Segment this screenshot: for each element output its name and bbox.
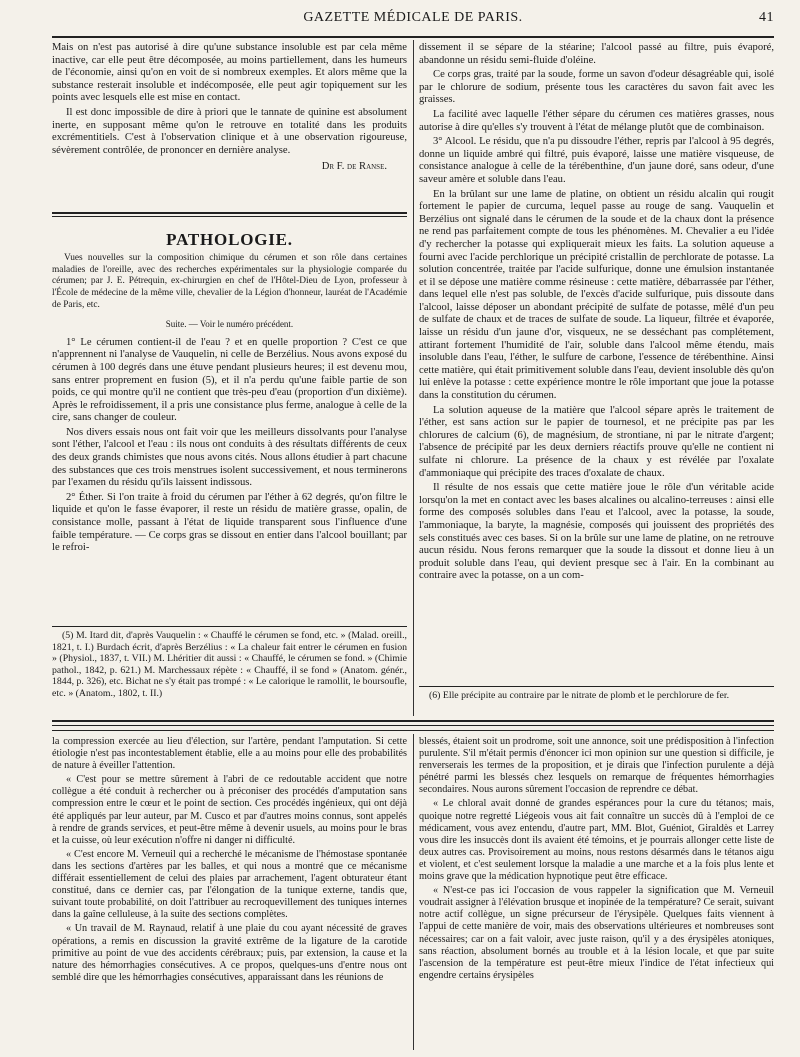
- right-column-bottom: [419, 736, 774, 984]
- column-separator: [413, 40, 414, 716]
- page-number: 41: [759, 10, 774, 25]
- section-divider-thin: [52, 216, 407, 217]
- paragraph: 1° Le cérumen contient-il de l'eau ? et en quelle proportion ? C'est ce que n'apprennent ni l'analyse de Vauquelin, ni celle de Berzélius. Nous avons exposé du cérumen à 100 degrés dans une étuve pendant plusieurs heures; il est devenu mou, sans entrer proprement en fusion (5), et il n'a perdu qu'une faible partie de son poids, ce qui montre qu'il ne contient que très-peu d'eau (proportion d'un dixième). Après le refroidissement, il a pris une consistance plus ferme, analogue à celle de la cire, sans changer de couleur.: [52, 336, 407, 424]
- paragraph: Nos divers essais nous ont fait voir que les meilleurs dissolvants pour l'analyse sont l'éther, l'alcool et l'eau : ils nous ont conduits à des résultats différents de ceux des deux grands chimistes que nous avons cités. Nous allons étudier à part chacune des substances que ces trois menstrues isolent successivement, et nous terminerons par l'examen du résidu qu'ils laissent indissous.: [52, 426, 407, 489]
- header-rule: [52, 36, 774, 38]
- paragraph: « Un travail de M. Raynaud, relatif à une plaie du cou ayant nécessité de graves opérations, a remis en discussion la gravité extrême de la ligature de la carotide primitive au point de vue des accidents cérébraux; puis, par extension, la cause et la nature des hémorrhagies consécutives. A ce propos, quelques-uns d'entre nous ont semblé dire que les hémorrhagies consécutives, apparaissant dans les réunions de: [52, 923, 407, 983]
- paragraph: Il est donc impossible de dire à priori que le tannate de quinine est absolument inerte, en supposant même qu'on le retrouve en totalité dans les produits excrémentitiels. C'est à l'observation clinique et à une observation rigoureuse, sévèrement contrôlée, de prononcer en dernière analyse.: [52, 106, 407, 156]
- left-column-bottom: [52, 736, 407, 986]
- footnote-right: [419, 690, 774, 703]
- section-title: PATHOLOGIE.: [166, 230, 293, 249]
- column-separator: [413, 734, 414, 1050]
- paragraph: Mais on n'est pas autorisé à dire qu'une substance insoluble est par cela même inactive, car elle peut être décomposée, au moins partiellement, dans les humeurs de l'économie, ainsi qu'on en voit de si nombreux exemples. Et alors même que la substance resterait insoluble et indécomposée, elle peut agir topiquement sur les points avec lesquels elle est mise en contact.: [52, 42, 407, 104]
- pathology-section: [52, 218, 407, 557]
- paragraph: blessés, étaient soit un prodrome, soit une annonce, soit une prédisposition à l'infection purulente. S'il m'était permis d'énoncer ici mon opinion sur une question si difficile, je renverserais les termes de la proposition, et je dirais que l'infection purulente a déjà pénétré parmi les blessés chez lesquels on remarque de fréquentes hémorrhagies secondaires. Nous aurons sûrement l'occasion de reprendre ce débat.: [419, 736, 774, 796]
- footnote-left: [52, 630, 407, 701]
- paragraph: 3° Alcool. Le résidu, que n'a pu dissoudre l'éther, repris par l'alcool à 95 degrés, donne un liquide ambré qui filtré, puis évaporé, laisse une matière visqueuse, de consistance analogue à celle de la térébenthine, d'un jaune doré, sans odeur, d'une saveur amère et soluble dans l'eau.: [419, 136, 774, 185]
- journal-title: GAZETTE MÉDICALE DE PARIS.: [303, 10, 523, 25]
- paragraph: La facilité avec laquelle l'éther sépare du cérumen ces matières grasses, nous autorise à dire qu'elles s'y trouvent à l'état de mélange plutôt que de combinaison.: [419, 108, 774, 133]
- footnote: (5) M. Itard dit, d'après Vauquelin : « Chauffé le cérumen se fond, etc. » (Malad. oreill., 1821, t. I.) Burdach écrit, d'après Berzélius : « La chaleur fait entrer le cérumen en fusion » (Physiol., 1837, t. VII.) M. Lhéritier dit aussi : « Chauffé, le cérumen se fond. » (Chimie pathol., 1842, p. 621.) M. Marchessaux répète : « Chauffé, il se fond » (Anatom. génér., 1844, p. 326), etc. Bichat ne s'y était pas trompé : « Le calorique le ramollit, le boursoufle, etc. » (Anatom., 1802, t. II.): [52, 630, 407, 699]
- author-signature: Dr F. de Ranse.: [321, 161, 387, 173]
- paragraph: 2° Éther. Si l'on traite à froid du cérumen par l'éther à 62 degrés, qu'on filtre le liquide et qu'on le fasse évaporer, il reste un résidu de matière grasse, opalin, de consistance molle, passant à l'état de liquide transparent sous l'influence d'une faible température. — Ce corps gras se dissout en entier dans l'alcool bouillant; par le refroi-: [52, 491, 407, 554]
- continuation-note: Suite. — Voir le numéro précédent.: [165, 319, 294, 330]
- article-abstract: Vues nouvelles sur la composition chimique du cérumen et son rôle dans certaines maladies de l'oreille, avec des recherches expérimentales sur la physiologie comparée du cérumen; par J. E. Pétrequin, ex-chirurgien en chef de l'Hôtel-Dieu de Lyon, professeur à l'École de médecine de la même ville, chevalier de la Légion d'honneur, lauréat de l'Académie de Paris, etc.: [52, 252, 407, 311]
- section-divider: [52, 730, 774, 731]
- footnote-rule: [52, 626, 407, 627]
- paragraph: Il résulte de nos essais que cette matière joue le rôle d'un véritable acide lorsqu'on la met en contact avec les bases alcalines ou alcalino-terreuses : ainsi elle forme des composés solubles dans l'eau et l'alcool, avec la potasse, la soude, l'ammoniaque, la baryte, la magnésie, composés qui jouissent des propriétés des sels constitués avec ces bases. Si on la brûle sur une lame de platine, on ne retrouve aucun résidu. Nous ferons remarquer que la soude la dissout et donne lieu à un produit soluble dans l'eau, qui devient presque sec à l'air. En la combinant au contraire avec la potasse, on a un com-: [419, 482, 774, 582]
- section-divider: [52, 720, 774, 722]
- paragraph: « C'est pour se mettre sûrement à l'abri de ce redoutable accident que notre collègue a été conduit à rechercher ou à préconiser des procédés d'amputation sans compression entre le cœur et le point de section. Ces procédés ingénieux, qui ont déjà été appliqués par leur auteur, par M. Cusco et par d'autres moins connus, sont appelés à rendre de grands services, et peut-être même à devenir usuels, au moins pour le bras et la cuisse, où leur exécution n'offre ni danger ni difficulté.: [52, 774, 407, 846]
- paragraph: En la brûlant sur une lame de platine, on obtient un résidu alcalin qui rougit fortement le papier de curcuma, lequel passe au rouge de sang. Vauquelin et Berzélius ont signalé dans le cérumen de la soude et de la chaux dont la présence ne rend pas parfaitement compte de tous les phénomènes. M. Chevalier a eu l'idée d'y rechercher la potasse qui expliquerait mieux les faits. La solution aqueuse a fourni avec l'acide perchlorique un précipité cristallin de perchlorate de potasse. La solution concentrée, traitée par l'acide sulfurique, donne une émulsion instantanée et il se dépose une matière comme résineuse : cette matière, débarrassée par l'éther, dans lequel elle n'est pas soluble, de l'excès d'acide sulfurique, puis dissoute dans l'alcool, laisse déposer un abondant précipité de sulfate de potasse, mêlé d'un peu de sulfate de chaux et de traces de sulfate de soude. La liqueur, filtrée et évaporée, laisse un résidu d'un jaune d'or, visqueux, ne se desséchant pas complétement, attirant fortement l'humidité de l'air, soluble dans l'alcool même étendu, mais insoluble dans l'eau, l'éther, le sulfure de carbone, l'essence de térébenthine. Ainsi cette matière, qui était primitivement soluble dans l'eau, devient insoluble dès qu'on lui enlève la potasse : cette expérience montre le rôle important que joue la potasse dans la constitution du cérumen.: [419, 188, 774, 402]
- left-column-top: [52, 42, 407, 176]
- page-header: [52, 10, 774, 32]
- right-column-top: [419, 42, 774, 585]
- paragraph: Ce corps gras, traité par la soude, forme un savon d'odeur désagréable qui, isolé par le chlorure de sodium, présente tous les caractères du savon fait avec les graisses.: [419, 69, 774, 106]
- section-divider: [52, 212, 407, 214]
- section-divider-thin: [52, 725, 774, 726]
- paragraph: dissement il se sépare de la stéarine; l'alcool passé au filtre, puis évaporé, abandonne un résidu semi-fluide d'oléine.: [419, 42, 774, 66]
- paragraph: la compression exercée au lieu d'élection, sur l'artère, pendant l'amputation. Si cette étiologie n'est pas incontestablement établie, elle a au moins pour elle des probabilités de nature à éveiller l'attention.: [52, 736, 407, 772]
- footnote: (6) Elle précipite au contraire par le nitrate de plomb et le perchlorure de fer.: [429, 690, 730, 701]
- paragraph: « C'est encore M. Verneuil qui a recherché le mécanisme de l'hémostase spontanée dans les sections d'artères par les balles, et qui nous a montré que ce mécanisme différait essentiellement de celui des plaies par arrachement, l'agent obturateur étant constitué, dans ce dernier cas, par l'élongation de la tunique externe, tandis que, suivant toute probabilité, on doit l'attribuer au recroquevillement des tuniques internes dans la gaîne celluleuse, à la suite des sections complètes.: [52, 848, 407, 921]
- paragraph: « N'est-ce pas ici l'occasion de vous rappeler la signification que M. Verneuil voudrait assigner à l'élévation brusque et inopinée de la température? Ce serait, suivant notre actif collègue, un signe précurseur de l'érysipèle. Quelques faits viennent à l'appui de cette manière de voir, mais des observations ultérieures et nombreuses sont nécessaires; car on a fait valoir, avec juste raison, qu'il y a des érysipèles atoniques, sans réaction, absolument bornés au trouble et à la lésion locale, et que par suite l'ascension de la température est peut-être mieux l'indice de l'état infectieux qui engendre certains érysipèles: [419, 885, 774, 981]
- paragraph: « Le chloral avait donné de grandes espérances pour la cure du tétanos; mais, quoique notre regretté Liégeois vous ait fait connaître un succès dû à l'emploi de ce médicament, vous avez entendu, d'autre part, MM. Blot, Guéniot, Giraldès et Larrey vous dire les insuccès dont ils avaient été témoins, et je pourrais allonger cette liste de deux autres cas. Provisoirement au moins, nous restons désarmés dans le tétanos aigu et violent, et c'est seulement lorsque la maladie a une marche et a la fois plus lente et moins grave que la médication hypnotique peut être efficace.: [419, 798, 774, 883]
- paragraph: La solution aqueuse de la matière que l'alcool sépare après le traitement de l'éther, est sans action sur le papier de tournesol, et ne précipite pas par les chlorures de calcium (6), de magnésium, de strontiane, ni par le nitrate d'argent; l'absence de précipité par les deux derniers réactifs prouve qu'elle ne contient ni sulfate ni chlorure. La présence de la chaux y est révélée par l'oxalate d'ammoniaque qui précipite des traces d'oxalate de chaux.: [419, 404, 774, 479]
- footnote-rule: [419, 686, 774, 687]
